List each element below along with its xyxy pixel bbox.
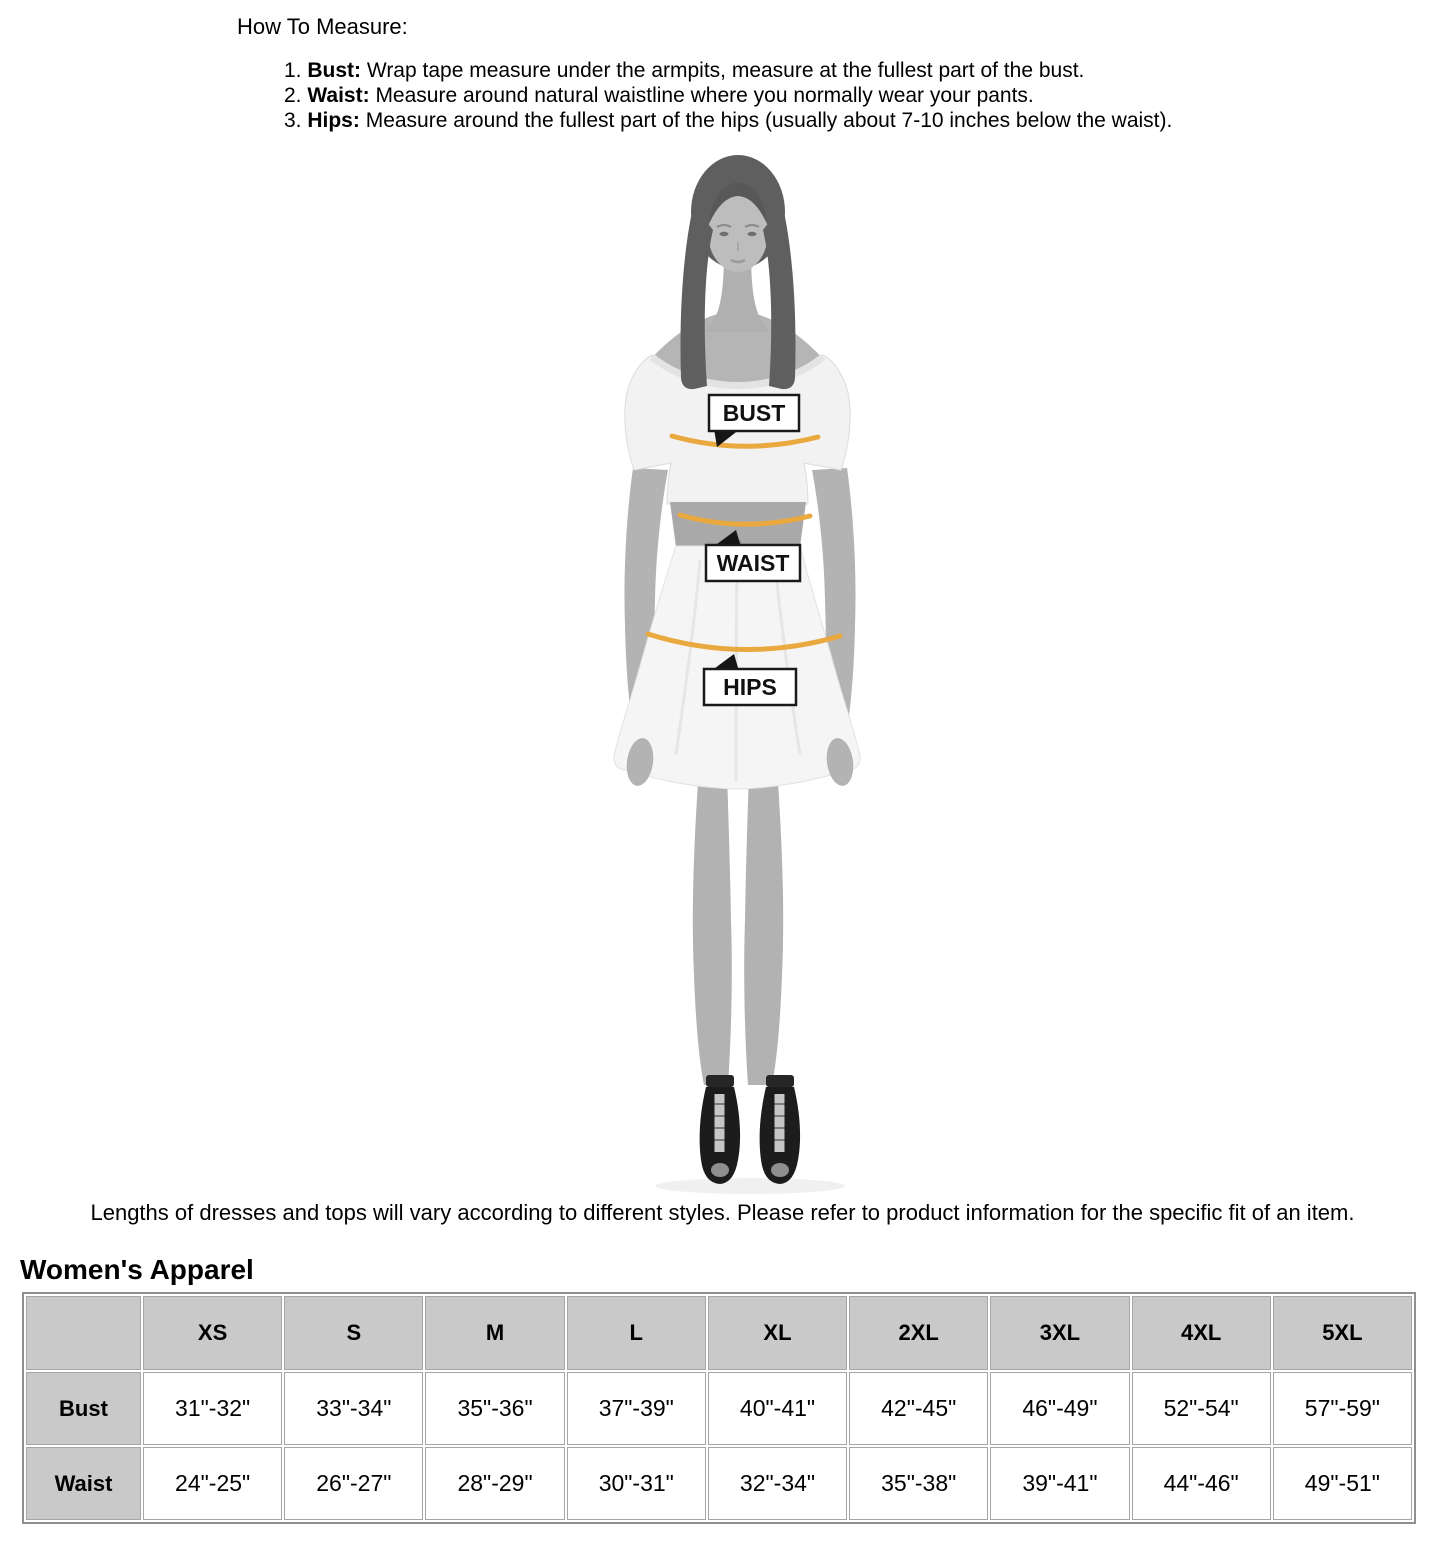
bust-value: 57"-59" bbox=[1273, 1372, 1412, 1445]
model-left-leg bbox=[693, 768, 732, 1085]
size-header-2xl: 2XL bbox=[849, 1296, 988, 1370]
waist-row bbox=[26, 1447, 1412, 1520]
instruction-step-bust bbox=[284, 58, 1172, 83]
table-title: Women's Apparel bbox=[20, 1254, 254, 1285]
bust-value: 40"-41" bbox=[708, 1372, 847, 1445]
instruction-step-waist bbox=[284, 83, 1172, 108]
bust-label-text: BUST bbox=[722, 400, 786, 426]
waist-value: 32"-34" bbox=[708, 1447, 847, 1520]
step-text: Measure around the fullest part of the hips (usually about 7-10 inches below the waist). bbox=[365, 109, 1173, 132]
model-left-shoe bbox=[700, 1075, 740, 1184]
waist-value: 44"-46" bbox=[1132, 1447, 1271, 1520]
bust-row-label: Bust bbox=[26, 1372, 141, 1445]
model-illustration bbox=[555, 148, 905, 1200]
bust-value: 37"-39" bbox=[567, 1372, 706, 1445]
bust-value: 31"-32" bbox=[143, 1372, 282, 1445]
waist-value: 39"-41" bbox=[990, 1447, 1129, 1520]
size-chart-table bbox=[22, 1292, 1416, 1524]
size-header-m: M bbox=[425, 1296, 564, 1370]
model-right-leg bbox=[744, 768, 783, 1085]
fit-note: Lengths of dresses and tops will vary according to different styles. Please refer to product information for the specific fit of an item. bbox=[90, 1200, 1355, 1225]
waist-value: 26"-27" bbox=[284, 1447, 423, 1520]
size-header-xs: XS bbox=[143, 1296, 282, 1370]
size-header-3xl: 3XL bbox=[990, 1296, 1129, 1370]
step-label: Hips: bbox=[307, 109, 360, 132]
step-number: 3. bbox=[284, 109, 302, 132]
waist-row-label: Waist bbox=[26, 1447, 141, 1520]
waist-label-text: WAIST bbox=[716, 550, 790, 576]
waist-value: 30"-31" bbox=[567, 1447, 706, 1520]
size-header-l: L bbox=[567, 1296, 706, 1370]
waist-value: 24"-25" bbox=[143, 1447, 282, 1520]
bust-value: 46"-49" bbox=[990, 1372, 1129, 1445]
size-header-4xl: 4XL bbox=[1132, 1296, 1271, 1370]
how-to-measure-title: How To Measure: bbox=[237, 14, 408, 39]
floor-shadow bbox=[655, 1178, 845, 1194]
bust-value: 42"-45" bbox=[849, 1372, 988, 1445]
instruction-step-hips bbox=[284, 108, 1172, 133]
size-header-xl: XL bbox=[708, 1296, 847, 1370]
bust-value: 35"-36" bbox=[425, 1372, 564, 1445]
corner-cell bbox=[26, 1296, 141, 1370]
size-header-5xl: 5XL bbox=[1273, 1296, 1412, 1370]
step-number: 2. bbox=[284, 84, 302, 107]
bust-value: 33"-34" bbox=[284, 1372, 423, 1445]
measure-instructions bbox=[284, 58, 1172, 133]
step-label: Bust: bbox=[307, 59, 362, 82]
waist-value: 35"-38" bbox=[849, 1447, 988, 1520]
waist-value: 28"-29" bbox=[425, 1447, 564, 1520]
size-header-row bbox=[26, 1296, 1412, 1370]
step-text: Wrap tape measure under the armpits, measure at the fullest part of the bust. bbox=[366, 59, 1085, 82]
size-header-s: S bbox=[284, 1296, 423, 1370]
step-text: Measure around natural waistline where you normally wear your pants. bbox=[375, 84, 1034, 107]
bust-value: 52"-54" bbox=[1132, 1372, 1271, 1445]
model-right-shoe bbox=[760, 1075, 800, 1184]
measurement-model-figure bbox=[555, 148, 905, 1200]
waist-value: 49"-51" bbox=[1273, 1447, 1412, 1520]
bust-row bbox=[26, 1372, 1412, 1445]
hips-label-text: HIPS bbox=[723, 674, 777, 700]
step-label: Waist: bbox=[307, 84, 370, 107]
step-number: 1. bbox=[284, 59, 302, 82]
